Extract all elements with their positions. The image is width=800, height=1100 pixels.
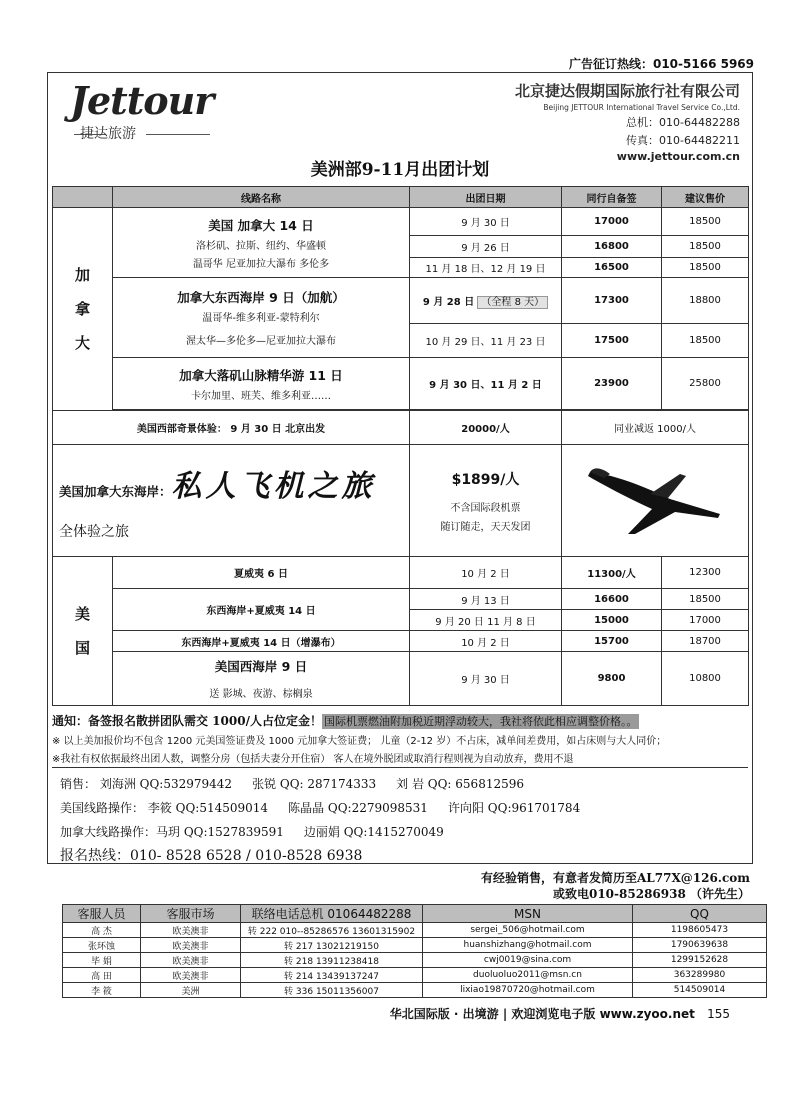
private-price-cell: $1899/人 不含国际段机票 随订随走，天天发团	[410, 445, 562, 557]
date: 9 月 13 日	[410, 589, 562, 610]
company-website[interactable]: www.jettour.com.cn	[616, 150, 740, 163]
notice-rooming: ※我社有权依据最终出团人数，调整分房（包括夫妻分开住宿） 客人在境外脱团或取消行程则视为自动放弃，费用不退	[52, 754, 574, 765]
date: 9 月 30 日、11 月 2 日	[410, 358, 562, 410]
date: 10 月 29 日、11 月 23 日	[410, 324, 562, 358]
suggest-price: 18500	[662, 589, 749, 610]
table-row: 毕 娟 欧美澳非 转 218 13911238418 cwj0019@sina.com 1299152628	[63, 953, 767, 968]
svc-header-market: 客服市场	[141, 905, 241, 923]
footer-text: 华北国际版 · 出境游 | 欢迎浏览电子版 www.zyoo.net	[389, 1007, 695, 1021]
region-usa: 美 国	[53, 557, 113, 706]
visa-price: 16500	[562, 258, 662, 278]
suggest-price: 10800	[662, 652, 749, 706]
date: 9 月 30 日	[410, 208, 562, 236]
date: 9 月 26 日	[410, 236, 562, 258]
svc-header-phone: 联络电话总机 01064482288	[241, 905, 423, 923]
tour-table	[52, 186, 749, 706]
visa-price: 16800	[562, 236, 662, 258]
suggest-price: 18500	[662, 208, 749, 236]
visa-price: 15700	[562, 631, 662, 652]
visa-price: 17500	[562, 324, 662, 358]
suggest-price: 18800	[662, 278, 749, 324]
airplane-icon	[580, 454, 730, 544]
divider	[52, 767, 748, 768]
plan-title: 美洲部9-11月出团计划	[310, 160, 490, 180]
logo-subtitle: 捷达旅游	[80, 126, 136, 142]
company-name-cn: 北京捷达假期国际旅行社有限公司	[514, 82, 740, 100]
duration-badge: （全程 8 天）	[477, 296, 548, 309]
suggest-price: 17000	[662, 610, 749, 631]
signup-hotline: 报名热线：010- 8528 6528 / 010-8528 6938	[60, 848, 363, 864]
visa-price: 17000	[562, 208, 662, 236]
route-hawaii-6: 夏威夷 6 日	[113, 557, 410, 589]
company-name-en: Beijing JETTOUR International Travel Service Co.,Ltd.	[543, 103, 740, 112]
date: 9 月 20 日 11 月 8 日	[410, 610, 562, 631]
recruit-notice: 有经验销售，有意者发简历至AL77X@126.com 或致电010-85286938 （许先生）	[481, 871, 750, 901]
route-canada-coast-9: 加拿大东西海岸 9 日（加航） 温哥华-维多利亚-蒙特利尔 渥太华—多伦多—尼亚加拉大瀑布	[113, 278, 410, 358]
page-footer	[390, 1005, 730, 1022]
visa-price: 16600	[562, 589, 662, 610]
route-private-jet: 美国加拿大东海岸：私人飞机之旅 全体验之旅	[53, 445, 410, 557]
suggest-price: 18700	[662, 631, 749, 652]
ad-hotline: 广告征订热线：010-5166 5969	[568, 57, 754, 71]
private-jet-handwriting: 私人飞机之旅	[171, 468, 376, 504]
notice-deposit: 通知：备签报名散拼团队需交 1000/人占位定金！	[52, 714, 322, 728]
route-coast-hawaii-falls: 东西海岸+夏威夷 14 日（增瀑布）	[113, 631, 410, 652]
suggest-price: 18500	[662, 236, 749, 258]
visa-price: 11300/人	[562, 557, 662, 589]
route-rockies-11: 加拿大落矶山脉精华游 11 日 卡尔加里、班芙、维多利亚……	[113, 358, 410, 410]
west-price: 20000/人	[410, 411, 562, 445]
svc-header-qq: QQ	[633, 905, 767, 923]
table-row: 张环蚀 欧美澳非 转 217 13021219150 huanshizhang@hotmail.com 1790639638	[63, 938, 767, 953]
route-coast-hawaii-14: 东西海岸+夏威夷 14 日	[113, 589, 410, 631]
suggest-price: 25800	[662, 358, 749, 410]
route-us-west-coast-9: 美国西海岸 9 日 送 影城、夜游、棕榈泉	[113, 652, 410, 706]
company-phone: 总机：010-64482288	[626, 116, 740, 129]
staff-canada-ops: 加拿大线路操作：马玥 QQ:1527839591 边丽娟 QQ:1415270049	[60, 825, 444, 839]
table-row: 高 杰 欧美澳非 转 222 010--85286576 13601315902 sergei_506@hotmail.com 1198605473	[63, 923, 767, 938]
suggest-price: 18500	[662, 324, 749, 358]
svc-header-staff: 客服人员	[63, 905, 141, 923]
date: 10 月 2 日	[410, 631, 562, 652]
table-row: 李 筱 美洲 转 336 15011356007 lixiao19870720@hotmail.com 514509014	[63, 983, 767, 998]
staff-sales: 销售： 刘海洲 QQ:532979442 张锐 QQ: 287174333 刘 岩 QQ: 656812596	[60, 777, 525, 791]
suggest-price: 18500	[662, 258, 749, 278]
date: 9 月 30 日	[410, 652, 562, 706]
date: 10 月 2 日	[410, 557, 562, 589]
notice-visa-fee: ※ 以上美加报价均不包含 1200 元美国签证费及 1000 元加拿大签证费； 儿童（2-12 岁）不占床，减单间差费用，如占床则与大人同价；	[52, 736, 667, 747]
visa-price: 15000	[562, 610, 662, 631]
suggest-price: 12300	[662, 557, 749, 589]
company-fax: 传真：010-64482211	[626, 134, 740, 147]
logo-text: Jettour	[70, 78, 214, 123]
page-number: 155	[707, 1007, 730, 1021]
visa-price: 23900	[562, 358, 662, 410]
route-us-canada-14: 美国 加拿大 14 日 洛杉矶、拉斯、纽约、华盛顿 温哥华 尼亚加拉大瀑布 多伦多	[113, 208, 410, 278]
company-info	[515, 80, 740, 163]
header-route: 线路名称	[113, 187, 410, 208]
svc-header-msn: MSN	[423, 905, 633, 923]
staff-us-ops: 美国线路操作： 李筱 QQ:514509014 陈晶晶 QQ:2279098531 许向阳 QQ:961701784	[60, 801, 581, 815]
notice-block	[52, 712, 748, 765]
date: 9 月 28 日 （全程 8 天）	[410, 278, 562, 324]
route-us-west: 美国西部奇景体验： 9 月 30 日 北京出发	[53, 411, 410, 445]
region-canada: 加 拿 大	[53, 208, 113, 411]
date: 11 月 18 日、12 月 19 日	[410, 258, 562, 278]
notice-fuel-highlight: 国际机票燃油附加税近期浮动较大，我社将依此相应调整价格。。	[323, 715, 638, 728]
visa-price: 17300	[562, 278, 662, 324]
header-visa-price: 同行自备签	[562, 187, 662, 208]
header-date: 出团日期	[410, 187, 562, 208]
header-suggest-price: 建议售价	[662, 187, 749, 208]
west-note: 同业减返 1000/人	[562, 411, 749, 445]
jet-image	[562, 445, 749, 557]
visa-price: 9800	[562, 652, 662, 706]
logo-rule-right	[146, 134, 210, 135]
table-row: 高 田 欧美澳非 转 214 13439137247 duoluoluo2011@msn.cn 363289980	[63, 968, 767, 983]
service-table	[62, 904, 767, 998]
